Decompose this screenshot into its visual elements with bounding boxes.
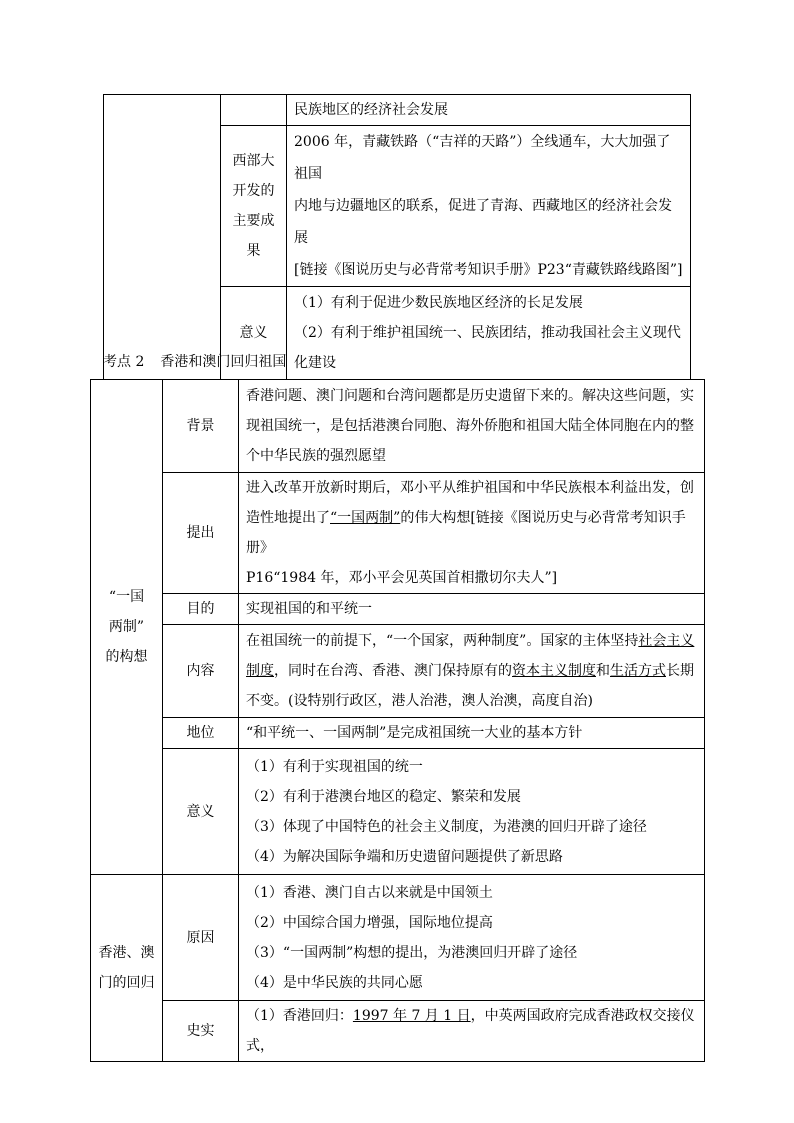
content-line: （4）为解决国际争端和历史遗留问题提供了新思路 [246, 848, 563, 865]
text-run: （1）香港回归： [246, 1008, 353, 1024]
content-line [246, 656, 697, 686]
underlined-date: 1997 年 7 月 1 日 [352, 1008, 471, 1024]
text-run: 长期 [666, 663, 694, 679]
proposal-label: 提出 [186, 525, 215, 541]
underlined-term: 资本主义制度 [512, 663, 596, 679]
content-line: （2）中国综合国力增强，国际地位提高 [246, 914, 493, 931]
content-line: 2006 年，青藏铁路（“吉祥的天路”）全线通车，大大加强了祖国 [294, 134, 671, 182]
content-line: “和平统一、一国两制”是完成祖国统一大业的基本方针 [246, 725, 583, 741]
content-line: （2）有利于维护祖国统一、民族团结，推动我国社会主义现代 [294, 325, 681, 341]
underlined-term: “一国两制” [330, 510, 401, 526]
content-label: 内容 [186, 663, 215, 679]
underlined-term: 制度 [246, 663, 274, 679]
background-content-cell [239, 380, 705, 473]
group-label: 门的回归 [98, 975, 155, 991]
content-line: （3）“一国两制”构想的提出，为港澳回归开辟了途径 [246, 944, 578, 961]
background-label: 背景 [186, 418, 215, 434]
text-run: 造性地提出了 [246, 510, 330, 526]
content-line: 进入改革开放新时期后，邓小平从维护祖国和中华民族根本利益出发，创 [246, 480, 694, 496]
underlined-term: 社会主义 [638, 633, 695, 649]
group-label: 香港、澳 [98, 945, 155, 961]
group-label: 两制” [108, 619, 145, 635]
table-row [91, 473, 705, 594]
content-line: 实现祖国的和平统一 [246, 601, 372, 617]
content-line: （1）有利于促进少数民族地区经济的长足发展 [294, 295, 583, 311]
significance-content-cell [239, 749, 705, 875]
significance-label-cell [163, 749, 239, 875]
text-run: 的伟大构想[链接《图说历史与必背常考知识手册》 [246, 510, 686, 556]
significance-label: 意义 [186, 803, 215, 820]
content-label-cell [163, 625, 239, 718]
content-line: 现祖国统一，是包括港澳台同胞、海外侨胞和祖国大陆全体同胞在内的整 [246, 418, 694, 434]
proposal-content-cell [239, 473, 705, 594]
achievements-label-cell [221, 126, 287, 287]
empty-label-cell [221, 95, 287, 126]
status-label-cell [163, 718, 239, 749]
table-row [91, 380, 705, 473]
achievements-label: 果 [246, 243, 261, 259]
content-line: （3）体现了中国特色的社会主义制度，为港澳的回归开辟了途径 [246, 818, 647, 835]
content-line: [链接《图说历史与必背常考知识手册》P23“青藏铁路线路图”] [294, 262, 683, 278]
continued-text-cell [287, 95, 691, 126]
west-development-table [103, 94, 691, 380]
purpose-label-cell [163, 594, 239, 625]
group-label: “一国 [108, 589, 145, 605]
significance-label: 意义 [239, 325, 268, 341]
facts-label-cell [163, 1001, 239, 1062]
achievements-label: 西部大 [232, 153, 275, 169]
table-row [91, 1001, 705, 1062]
table-row [104, 95, 691, 126]
content-line: 香港问题、澳门问题和台湾问题都是历史遗留下来的。解决这些问题，实 [246, 388, 694, 404]
facts-content-cell [239, 1001, 705, 1062]
purpose-label: 目的 [186, 601, 215, 617]
hk-macau-table [90, 379, 705, 1062]
content-content-cell [239, 625, 705, 718]
reasons-label: 原因 [186, 929, 215, 946]
purpose-content-cell [239, 594, 705, 625]
hk-macau-return-cell [91, 875, 163, 1062]
table-row [91, 594, 705, 625]
content-line [246, 626, 697, 656]
empty-category-cell [104, 95, 221, 380]
status-content-cell [239, 718, 705, 749]
content-line: 不变。(设特别行政区，港人治港，澳人治澳，高度自治) [246, 693, 593, 709]
section-title: 香港和澳门回归祖国 [160, 354, 287, 370]
content-line: 化建设 [294, 355, 336, 371]
underlined-term: 生活方式 [610, 663, 666, 679]
reasons-content-cell [239, 875, 705, 1001]
text-run: 和 [596, 663, 610, 679]
reasons-label-cell [163, 875, 239, 1001]
table-row [91, 625, 705, 718]
group-label: 的构想 [105, 649, 148, 665]
table-row [91, 875, 705, 1001]
content-line: （1）有利于实现祖国的统一 [246, 758, 423, 775]
proposal-label-cell [163, 473, 239, 594]
background-label-cell [163, 380, 239, 473]
significance-content-cell [287, 287, 691, 380]
section-number: 考点 2 [103, 354, 145, 370]
text-run: ，中英两国政府完成香港政权交接仪式， [246, 1008, 695, 1054]
content-line: 个中华民族的强烈愿望 [246, 448, 386, 464]
achievements-content-cell [287, 126, 691, 287]
content-line: （1）香港、澳门自古以来就是中国领土 [246, 884, 493, 901]
content-line [246, 503, 697, 563]
content-line: P16“1984 年，邓小平会见英国首相撒切尔夫人”] [246, 570, 558, 586]
one-country-two-systems-cell [91, 380, 163, 875]
table-row [91, 718, 705, 749]
content-line: （4）是中华民族的共同心愿 [246, 974, 423, 991]
achievements-label: 开发的 [232, 183, 275, 199]
status-label: 地位 [186, 725, 215, 741]
facts-label: 史实 [186, 1023, 215, 1039]
section-heading [103, 350, 286, 374]
continued-text: 民族地区的经济社会发展 [294, 102, 448, 118]
achievements-label: 主要成 [232, 213, 275, 229]
text-run: ，同时在台湾、香港、澳门保持原有的 [274, 663, 512, 679]
content-line: 内地与边疆地区的联系，促进了青海、西藏地区的经济社会发展 [294, 198, 672, 246]
content-line: （2）有利于港澳台地区的稳定、繁荣和发展 [246, 788, 521, 805]
text-run: 在祖国统一的前提下，“一个国家，两种制度”。国家的主体坚持 [246, 633, 639, 649]
table-row [91, 749, 705, 875]
